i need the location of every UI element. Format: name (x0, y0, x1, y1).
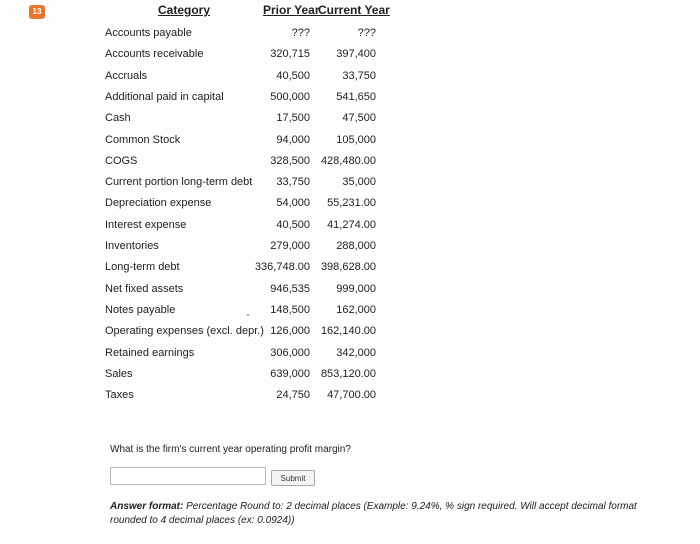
row-current-year-value: 428,480.00 (320, 154, 376, 167)
submit-button[interactable]: Submit (271, 470, 315, 486)
row-category: Depreciation expense (105, 197, 212, 210)
row-category: Inventories (105, 240, 159, 252)
table-row (0, 70, 700, 91)
row-category: Sales (105, 367, 133, 380)
row-category: Current portion long-term debt (105, 176, 253, 189)
table-row (0, 197, 700, 218)
row-current-year-value: 999,000 (336, 282, 376, 295)
table-row (0, 325, 700, 346)
table-row (0, 134, 700, 155)
row-prior-year-value: 54,000 (276, 197, 310, 210)
header-current-year: Current Year (318, 3, 390, 17)
row-prior-year-value: 639,000 (270, 367, 310, 380)
stray-dot-mark (247, 314, 249, 316)
row-category: Operating expenses (excl. depr.) (105, 325, 264, 338)
row-current-year-value: 47,700.00 (327, 389, 376, 402)
row-current-year-value: ??? (357, 27, 376, 39)
row-category: Net fixed assets (105, 282, 184, 295)
question-number-badge: 13 (29, 5, 45, 19)
row-prior-year-value: 328,500 (270, 154, 310, 167)
row-prior-year-value: 336,748.00 (254, 261, 310, 274)
row-category: Notes payable (105, 303, 176, 316)
table-row (0, 261, 700, 282)
row-category: Accounts payable (105, 27, 192, 39)
row-current-year-value: 288,000 (336, 240, 376, 252)
table-row (0, 219, 700, 240)
row-category: Accounts receivable (105, 48, 204, 61)
row-category: Retained earnings (105, 346, 195, 359)
table-row (0, 283, 700, 304)
row-prior-year-value: 126,000 (270, 325, 310, 338)
table-row (0, 91, 700, 112)
row-current-year-value: 47,500 (342, 112, 376, 125)
table-row (0, 112, 700, 133)
table-row (0, 368, 700, 389)
row-category: Taxes (105, 389, 134, 402)
row-prior-year-value: 33,750 (276, 176, 310, 189)
row-prior-year-value: 40,500 (276, 218, 310, 231)
row-prior-year-value: 320,715 (270, 48, 310, 61)
row-category: Cash (105, 112, 131, 125)
answer-format-text: Percentage Round to: 2 decimal places (Example: 9.24%, % sign required. Will accept decimal format rounded to 4 decimal places (ex: 0.0924)) (110, 501, 637, 526)
header-prior-year: Prior Year (263, 3, 320, 17)
row-prior-year-value: 500,000 (270, 90, 310, 103)
row-prior-year-value: 40,500 (276, 69, 310, 82)
row-current-year-value: 55,231.00 (327, 197, 376, 210)
row-current-year-value: 397,400 (336, 48, 376, 61)
row-category: Long-term debt (105, 261, 180, 274)
row-current-year-value: 33,750 (342, 69, 376, 82)
row-category: Common Stock (105, 133, 181, 146)
row-prior-year-value: ??? (291, 27, 310, 39)
row-current-year-value: 541,650 (336, 90, 376, 103)
answer-input[interactable] (110, 467, 266, 485)
table-row (0, 347, 700, 368)
table-row (0, 389, 700, 410)
table-row (0, 304, 700, 325)
row-prior-year-value: 17,500 (276, 112, 310, 125)
answer-format-note (110, 500, 670, 528)
row-prior-year-value: 148,500 (270, 303, 310, 316)
row-current-year-value: 35,000 (342, 176, 376, 189)
row-current-year-value: 162,000 (336, 303, 376, 316)
answer-format-label: Answer format: (110, 501, 184, 512)
table-row (0, 27, 700, 48)
table-row (0, 240, 700, 261)
row-current-year-value: 105,000 (336, 133, 376, 146)
row-current-year-value: 342,000 (336, 346, 376, 359)
row-current-year-value: 41,274.00 (327, 218, 376, 231)
row-current-year-value: 162,140.00 (320, 325, 376, 338)
header-category: Category (158, 3, 211, 17)
row-prior-year-value: 94,000 (276, 133, 310, 146)
row-prior-year-value: 946,535 (270, 282, 310, 295)
question-text: What is the firm's current year operating profit margin? (110, 444, 351, 455)
row-category: COGS (105, 154, 138, 167)
row-category: Additional paid in capital (105, 90, 224, 103)
row-prior-year-value: 306,000 (270, 346, 310, 359)
table-row (0, 48, 700, 69)
table-row (0, 155, 700, 176)
row-current-year-value: 853,120.00 (320, 367, 376, 380)
row-prior-year-value: 24,750 (276, 389, 310, 402)
row-current-year-value: 398,628.00 (320, 261, 376, 274)
row-category: Accruals (105, 69, 148, 82)
row-category: Interest expense (105, 218, 187, 231)
table-row (0, 176, 700, 197)
row-prior-year-value: 279,000 (270, 240, 310, 252)
